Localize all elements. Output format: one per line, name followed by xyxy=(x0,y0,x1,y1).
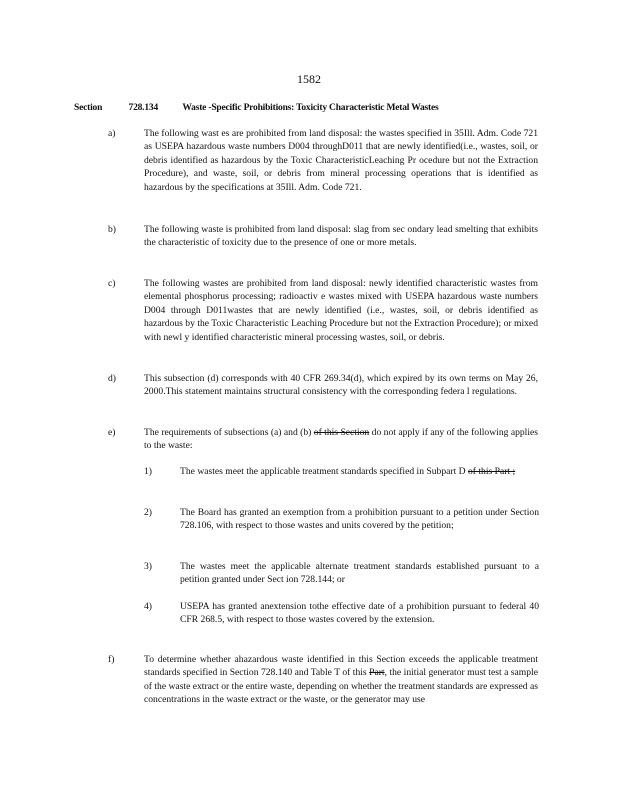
paragraph-label: a) xyxy=(108,128,116,139)
subitem-label: 4) xyxy=(144,601,152,612)
subitem-text-main: The wastes meet the applicable treatment standards specified in Subpart D xyxy=(180,466,466,477)
subitem-1 xyxy=(144,465,539,478)
section-heading xyxy=(74,103,439,113)
paragraph-text-before: To determine whether ahazardous waste identified in this Section exceeds the applicable treatment standards specified in Section 728.140 and Table T of this xyxy=(144,654,538,679)
paragraph-text xyxy=(144,653,538,707)
paragraph-c xyxy=(108,277,538,344)
section-title: Waste -Specific Prohibitions: Toxicity Characteristic Metal Wastes xyxy=(182,103,439,113)
paragraph-text: This subsection (d) corresponds with 40 CFR 269.34(d), which expired by its own terms on May 26, 2000.This statement maintains structural consistency with the corresponding federa l regulations. xyxy=(144,373,538,398)
struck-text: of this Section xyxy=(313,427,370,438)
paragraph-text: The following waste is prohibited from land disposal: slag from sec ondary lead smelting that exhibits the characteristic of toxicity due to the presence of one or more metals. xyxy=(144,224,538,249)
paragraph-b xyxy=(108,223,538,250)
paragraph-d xyxy=(108,372,538,399)
struck-text: of this Part ; xyxy=(468,466,516,477)
paragraph-text: The following wastes are prohibited from land disposal: newly identified characteristic wastes from elemental phosphorus processing; radioactiv e wastes mixed with USEPA hazardous waste numbers D004 through D011wastes that are newly identified (i.e., wastes, soil, or debris identified as hazardous by the Toxic Characteristic Leaching Procedure but not the Extraction Procedure); or mixed with newl y identified characteristic mineral processing wastes, soil, or debris. xyxy=(144,278,538,343)
subitem-text: The Board has granted an exemption from a prohibition pursuant to a petition under Section 728.106, with respect to those wastes and units covered by the petition; xyxy=(180,507,539,532)
section-number: 728.134 xyxy=(128,103,159,113)
paragraph-label: d) xyxy=(108,373,116,384)
subitem-2 xyxy=(144,506,539,533)
paragraph-label: b) xyxy=(108,224,116,235)
subitem-label: 2) xyxy=(144,507,152,518)
subitem-3 xyxy=(144,560,539,587)
paragraph-text xyxy=(144,426,538,453)
section-label: Section xyxy=(74,103,103,113)
subitem-label: 1) xyxy=(144,466,152,477)
subitem-text xyxy=(180,465,539,478)
subitem-4 xyxy=(144,600,539,627)
paragraph-label: f) xyxy=(108,654,115,665)
paragraph-f xyxy=(108,653,538,707)
struck-text: Part xyxy=(369,667,385,679)
paragraph-text: The following wast es are prohibited from land disposal: the wastes specified in 35Ill. Adm. Code 721 as USEPA hazardous waste numbers D004 throughD011 that are newly identified(i.e., wastes, soil, or debris identified as hazardous by the Toxic CharacteristicLeaching Pr ocedure but not the Extraction Procedure), and waste, soil, or debris from mineral processing operations that is identified as hazardous by the specifications at 35Ill. Adm. Code 721. xyxy=(144,128,538,193)
paragraph-text-after: do not apply if any of the following applies to the waste: xyxy=(144,427,538,452)
page-number: 1582 xyxy=(297,72,321,86)
paragraph-e xyxy=(108,426,538,453)
paragraph-label: e) xyxy=(108,427,116,438)
subitem-text: The wastes meet the applicable alternate treatment standards established pursuant to a petition granted under Sect ion 728.144; or xyxy=(180,561,539,586)
subitem-label: 3) xyxy=(144,561,152,572)
paragraph-text-before: The requirements of subsections (a) and (b) xyxy=(144,427,312,438)
paragraph-text-after: , the initial generator must test a sample of the waste extract or the entire waste, depending on whether the treatment standards are expressed as concentrations in the waste extract or the waste, or the generator may use xyxy=(144,667,538,706)
paragraph-a xyxy=(108,127,538,194)
paragraph-label: c) xyxy=(108,278,116,289)
subitem-text: USEPA has granted anextension tothe effective date of a prohibition pursuant to federal 40 CFR 268.5, with respect to those wastes covered by the extension. xyxy=(180,601,539,626)
